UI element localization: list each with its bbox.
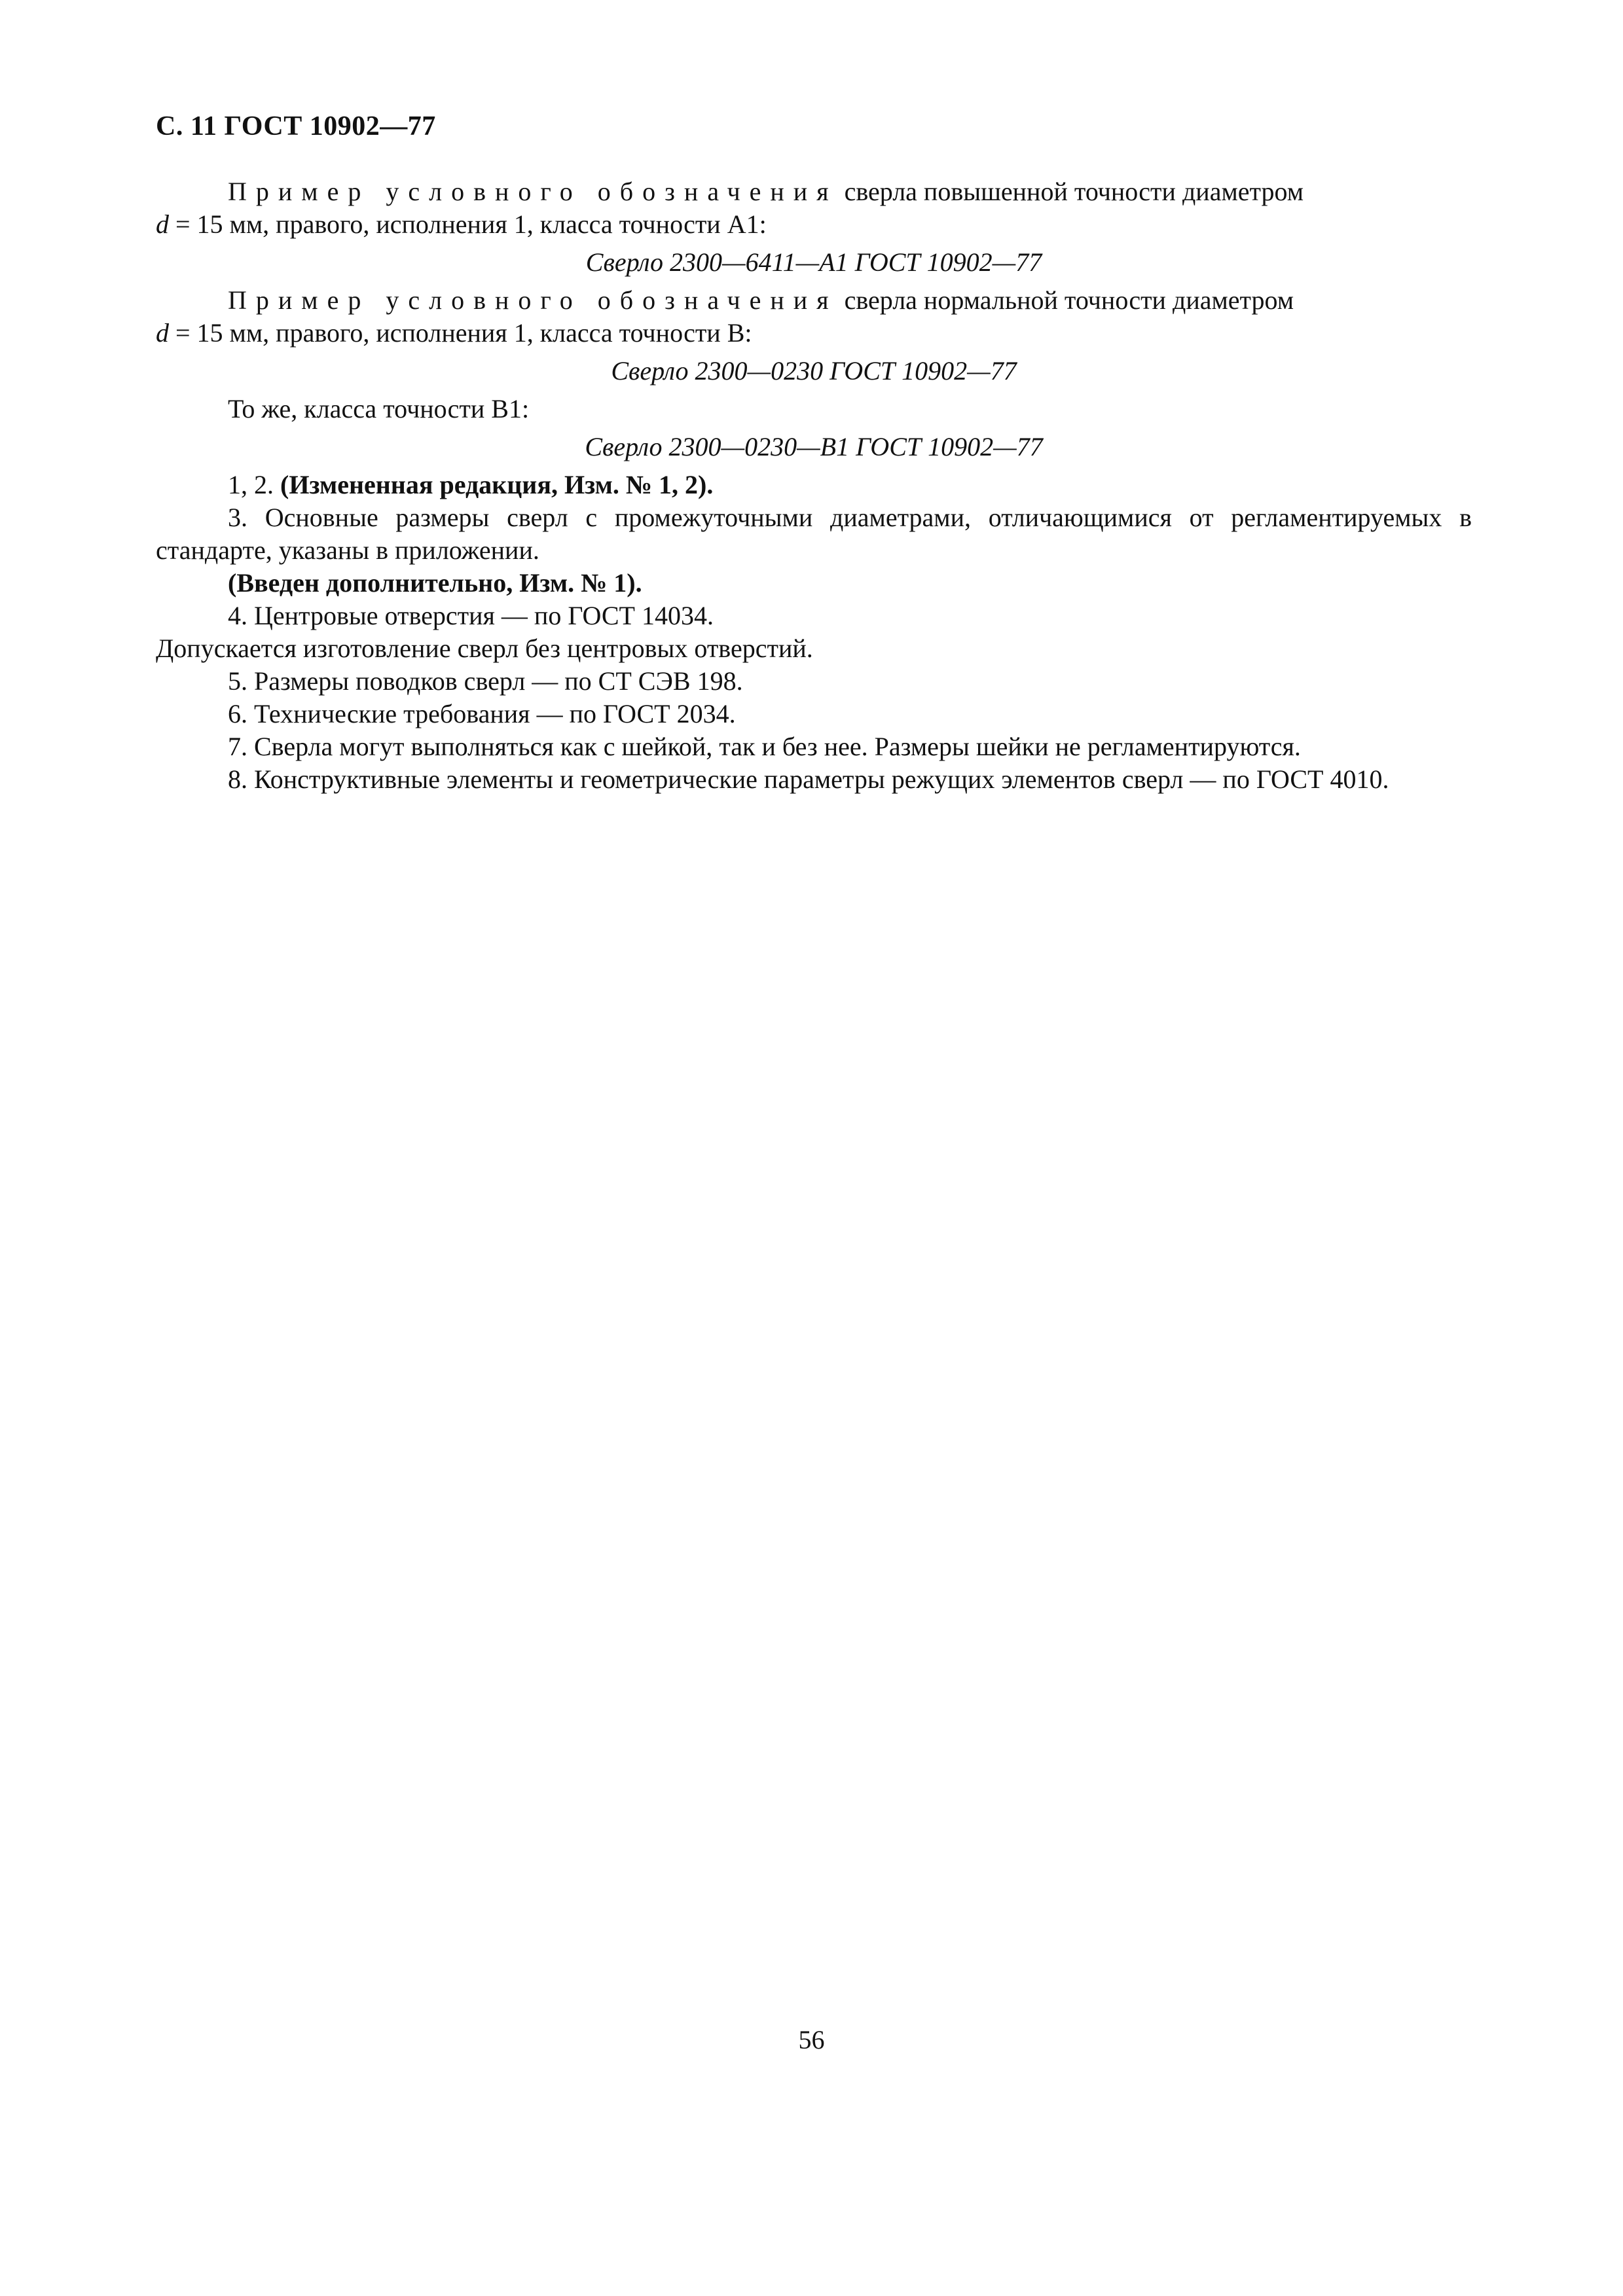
item-1-2 [156, 469, 1472, 501]
example-1-line2-text: = 15 мм, правого, исполнения 1, класса точности А1: [169, 209, 767, 239]
item-3-note: (Введен дополнительно, Изм. № 1). [228, 568, 642, 598]
example-1-text: сверла повышенной точности диаметром [844, 177, 1304, 206]
item-1-2-prefix: 1, 2. [228, 470, 280, 499]
item-4-note: Допускается изготовление сверл без центровых отверстий. [156, 634, 813, 663]
page-number: 56 [798, 2025, 825, 2054]
example-1-paragraph [156, 175, 1472, 208]
item-5: 5. Размеры поводков сверл — по СТ СЭВ 198. [228, 666, 743, 696]
example-1-var: d [156, 209, 169, 239]
example-2-line2-text: = 15 мм, правого, исполнения 1, класса точности В: [169, 318, 752, 348]
example-2-var: d [156, 318, 169, 348]
example-2-text: сверла нормальной точности диаметром [844, 285, 1294, 315]
page-header: С. 11 ГОСТ 10902—77 [156, 111, 436, 141]
document-body [156, 110, 1472, 796]
example-2-label: Пример условного обозначения [228, 285, 838, 315]
item-6: 6. Технические требования — по ГОСТ 2034. [228, 699, 736, 728]
item-4: 4. Центровые отверстия — по ГОСТ 14034. [228, 601, 714, 630]
same-designation: Сверло 2300—0230—В1 ГОСТ 10902—77 [585, 432, 1043, 461]
example-2-line2 [156, 317, 1472, 350]
item-7: 7. Сверла могут выполняться как с шейкой, так и без нее. Размеры шейки не регламентируются. [228, 732, 1301, 761]
example-1-label: Пример условного обозначения [228, 177, 838, 206]
item-8: 8. Конструктивные элементы и геометрические параметры режущих элементов сверл — по ГОСТ 4010. [228, 764, 1389, 794]
example-1-line2 [156, 208, 1472, 241]
example-2-paragraph [156, 284, 1472, 317]
item-1-2-note: (Измененная редакция, Изм. № 1, 2). [280, 470, 714, 499]
example-1-designation: Сверло 2300—6411—А1 ГОСТ 10902—77 [585, 247, 1042, 277]
example-2-designation: Сверло 2300—0230 ГОСТ 10902—77 [611, 356, 1017, 386]
same-paragraph: То же, класса точности В1: [228, 394, 530, 423]
item-3: 3. Основные размеры сверл с промежуточными диаметрами, отличающимися от регламентируемых в стандарте, указаны в приложении. [156, 503, 1472, 565]
